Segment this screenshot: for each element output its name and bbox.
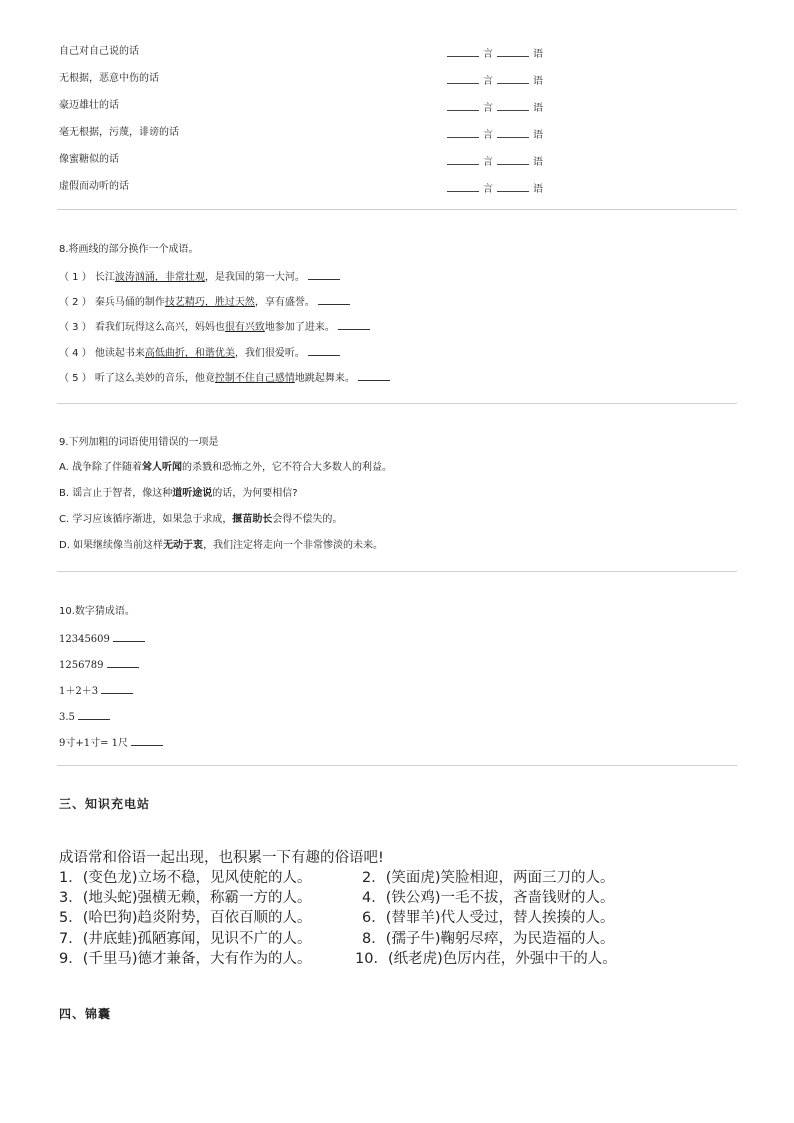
- q7-row-desc: 无根据，恶意中伤的话: [59, 73, 159, 84]
- divider: [57, 571, 737, 572]
- answer-blank[interactable]: [497, 45, 529, 57]
- answer-blank[interactable]: [358, 370, 390, 381]
- divider: [57, 209, 737, 210]
- q7-row-blanks: 言 语: [447, 99, 543, 116]
- proverb-item: 8．(孺子牛)鞠躬尽瘁，为民造福的人。: [362, 931, 615, 947]
- q7-row-blanks: 言 语: [447, 153, 543, 170]
- proverb-item: 3．(地头蛇)强横无赖，称霸一方的人。: [59, 890, 312, 906]
- q10-item: 1＋2＋3: [59, 683, 133, 699]
- q7-row-blanks: 言 语: [447, 180, 543, 197]
- q8-item: （ 3 ） 看我们玩得这么高兴，妈妈也很有兴致地参加了进来。: [59, 319, 370, 335]
- answer-blank[interactable]: [447, 72, 479, 84]
- q10-title: 10.数字猜成语。: [59, 606, 135, 617]
- answer-blank[interactable]: [447, 153, 479, 165]
- answer-blank[interactable]: [107, 657, 139, 668]
- proverb-item: 10．(纸老虎)色厉内荏，外强中干的人。: [355, 951, 617, 967]
- answer-blank[interactable]: [447, 180, 479, 192]
- answer-blank[interactable]: [447, 99, 479, 111]
- divider: [57, 403, 737, 404]
- answer-blank[interactable]: [131, 735, 163, 746]
- q7-row-desc: 豪迈雄壮的话: [59, 100, 119, 111]
- answer-blank[interactable]: [308, 269, 340, 280]
- section-intro: 成语常和俗语一起出现，也积累一下有趣的俗语吧!: [59, 850, 384, 866]
- q7-row-blanks: 言 语: [447, 126, 543, 143]
- q10-item: 12345609: [59, 631, 145, 647]
- proverb-item: 7．(井底蛙)孤陋寡闻，见识不广的人。: [59, 931, 312, 947]
- q9-option-a[interactable]: A. 战争除了伴随着耸人听闻的杀戮和恐怖之外，它不符合大多数人的利益。: [59, 462, 393, 473]
- section-heading: 三、知识充电站: [59, 797, 151, 811]
- q9-option-c[interactable]: C. 学习应该循序渐进，如果急于求成，揠苗助长会得不偿失的。: [59, 514, 343, 525]
- answer-blank[interactable]: [497, 126, 529, 138]
- answer-blank[interactable]: [318, 294, 350, 305]
- proverb-item: 2．(笑面虎)笑脸相迎，两面三刀的人。: [362, 870, 615, 886]
- q8-item: （ 5 ） 听了这么美妙的音乐，他竟控制不住自己感情地跳起舞来。: [59, 370, 390, 386]
- answer-blank[interactable]: [497, 153, 529, 165]
- q7-row-desc: 毫无根据，污蔑，诽谤的话: [59, 127, 179, 138]
- proverb-item: 5．(哈巴狗)趋炎附势，百依百顺的人。: [59, 910, 312, 926]
- section-heading: 四、锦囊: [59, 1007, 112, 1021]
- proverb-item: 9．(千里马)德才兼备，大有作为的人。: [59, 951, 312, 967]
- q10-item: 9寸+1寸= 1尺: [59, 735, 163, 751]
- q10-item: 3.5: [59, 709, 110, 725]
- q10-item: 1256789: [59, 657, 139, 673]
- q9-option-b[interactable]: B. 谣言止于智者，像这种道听途说的话，为何要相信?: [59, 488, 298, 499]
- q8-item: （ 4 ） 他读起书来高低曲折，和谐优美，我们很爱听。: [59, 345, 340, 361]
- q8-item: （ 1 ） 长江波涛汹涌，非常壮观，是我国的第一大河。: [59, 269, 340, 285]
- answer-blank[interactable]: [447, 45, 479, 57]
- q8-item: （ 2 ） 秦兵马俑的制作技艺精巧，胜过天然，享有盛誉。: [59, 294, 350, 310]
- answer-blank[interactable]: [101, 683, 133, 694]
- proverb-item: 1．(变色龙)立场不稳，见风使舵的人。: [59, 870, 312, 886]
- q8-title: 8.将画线的部分换作一个成语。: [59, 244, 199, 255]
- q7-row-desc: 自己对自己说的话: [59, 46, 139, 57]
- answer-blank[interactable]: [78, 709, 110, 720]
- answer-blank[interactable]: [308, 345, 340, 356]
- answer-blank[interactable]: [447, 126, 479, 138]
- q9-option-d[interactable]: D. 如果继续像当前这样无动于衷，我们注定将走向一个非常惨淡的未来。: [59, 540, 384, 551]
- q7-row-blanks: 言 语: [447, 45, 543, 62]
- q9-title: 9.下列加粗的词语使用错误的一项是: [59, 437, 219, 448]
- answer-blank[interactable]: [338, 319, 370, 330]
- answer-blank[interactable]: [497, 180, 529, 192]
- answer-blank[interactable]: [497, 99, 529, 111]
- divider: [57, 765, 737, 766]
- q7-row-desc: 像蜜糖似的话: [59, 154, 119, 165]
- q7-row-blanks: 言 语: [447, 72, 543, 89]
- answer-blank[interactable]: [113, 631, 145, 642]
- proverb-item: 6．(替罪羊)代人受过，替人挨揍的人。: [362, 910, 615, 926]
- answer-blank[interactable]: [497, 72, 529, 84]
- proverb-item: 4．(铁公鸡)一毛不拔，吝啬钱财的人。: [362, 890, 615, 906]
- q7-row-desc: 虚假而动听的话: [59, 181, 129, 192]
